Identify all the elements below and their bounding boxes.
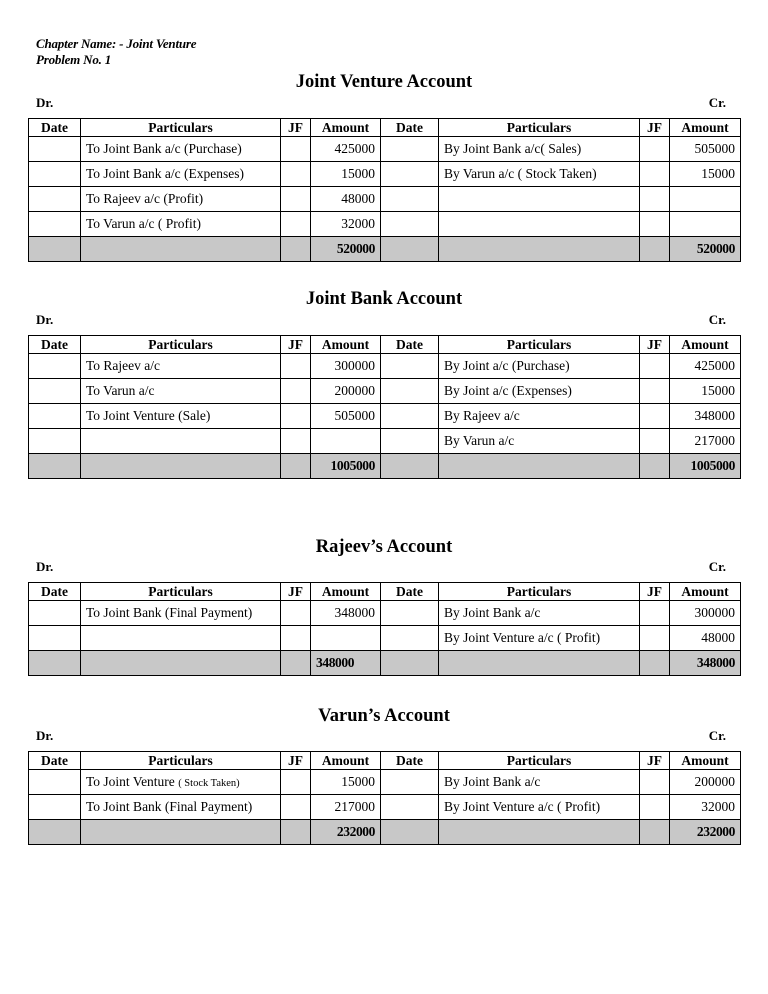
particulars-header: Particulars bbox=[81, 119, 281, 137]
date-header: Date bbox=[381, 752, 439, 770]
dr-amount bbox=[311, 429, 381, 454]
jf-header: JF bbox=[281, 752, 311, 770]
amount-header: Amount bbox=[311, 752, 381, 770]
amount-header: Amount bbox=[670, 583, 741, 601]
table-row bbox=[29, 626, 741, 651]
document-header bbox=[36, 36, 196, 68]
table-row bbox=[29, 770, 741, 795]
date-cell bbox=[381, 137, 439, 162]
cr-particulars bbox=[439, 187, 640, 212]
dr-particulars: To Joint Bank a/c (Expenses) bbox=[81, 162, 281, 187]
date-cell bbox=[381, 404, 439, 429]
amount-header: Amount bbox=[670, 336, 741, 354]
dr-particulars: To Joint Bank (Final Payment) bbox=[81, 601, 281, 626]
table-row bbox=[29, 429, 741, 454]
jf-cell bbox=[640, 379, 670, 404]
total-row bbox=[29, 237, 741, 262]
date-header: Date bbox=[381, 119, 439, 137]
cr-amount: 48000 bbox=[670, 626, 741, 651]
jf-cell bbox=[640, 162, 670, 187]
cr-particulars: By Joint Bank a/c( Sales) bbox=[439, 137, 640, 162]
header-row bbox=[29, 752, 741, 770]
dr-amount: 348000 bbox=[311, 601, 381, 626]
jf-cell bbox=[640, 626, 670, 651]
total-row bbox=[29, 820, 741, 845]
date-cell bbox=[29, 162, 81, 187]
particulars-header: Particulars bbox=[81, 336, 281, 354]
dr-amount: 32000 bbox=[311, 212, 381, 237]
account-title: Varun’s Account bbox=[318, 706, 450, 726]
particulars-header: Particulars bbox=[439, 119, 640, 137]
cr-amount: 300000 bbox=[670, 601, 741, 626]
date-header: Date bbox=[29, 119, 81, 137]
ledger-table bbox=[28, 751, 741, 845]
jf-header: JF bbox=[640, 119, 670, 137]
table-row bbox=[29, 601, 741, 626]
table-row bbox=[29, 379, 741, 404]
jf-header: JF bbox=[281, 336, 311, 354]
date-cell bbox=[381, 601, 439, 626]
particulars-header: Particulars bbox=[81, 583, 281, 601]
date-cell bbox=[29, 626, 81, 651]
jf-cell bbox=[281, 212, 311, 237]
jf-cell bbox=[281, 137, 311, 162]
date-cell bbox=[381, 379, 439, 404]
cr-amount: 348000 bbox=[670, 404, 741, 429]
dr-amount: 217000 bbox=[311, 795, 381, 820]
jf-cell bbox=[640, 429, 670, 454]
jf-cell bbox=[640, 187, 670, 212]
table-row bbox=[29, 212, 741, 237]
dr-amount: 200000 bbox=[311, 379, 381, 404]
jf-cell bbox=[281, 379, 311, 404]
date-cell bbox=[29, 137, 81, 162]
cr-amount: 505000 bbox=[670, 137, 741, 162]
dr-particulars-main: To Joint Venture bbox=[86, 774, 175, 789]
date-cell bbox=[29, 429, 81, 454]
date-cell bbox=[381, 354, 439, 379]
date-cell bbox=[381, 626, 439, 651]
jf-cell bbox=[281, 187, 311, 212]
dr-particulars: To Joint Venture (Sale) bbox=[81, 404, 281, 429]
date-cell bbox=[381, 162, 439, 187]
jf-header: JF bbox=[640, 583, 670, 601]
table-row bbox=[29, 137, 741, 162]
date-cell bbox=[29, 795, 81, 820]
cr-particulars: By Varun a/c ( Stock Taken) bbox=[439, 162, 640, 187]
dr-particulars: To Varun a/c bbox=[81, 379, 281, 404]
date-cell bbox=[29, 379, 81, 404]
cr-particulars: By Joint Venture a/c ( Profit) bbox=[439, 626, 640, 651]
ledger-table bbox=[28, 335, 741, 479]
dr-amount: 425000 bbox=[311, 137, 381, 162]
dr-label: Dr. bbox=[36, 312, 54, 327]
cr-total: 520000 bbox=[670, 237, 741, 262]
cr-particulars: By Joint a/c (Expenses) bbox=[439, 379, 640, 404]
dr-particulars: To Rajeev a/c bbox=[81, 354, 281, 379]
date-header: Date bbox=[29, 336, 81, 354]
jf-cell bbox=[281, 404, 311, 429]
dr-particulars bbox=[81, 429, 281, 454]
cr-amount bbox=[670, 187, 741, 212]
particulars-header: Particulars bbox=[439, 336, 640, 354]
account-title: Rajeev’s Account bbox=[315, 537, 453, 557]
dr-total: 232000 bbox=[311, 820, 381, 845]
date-cell bbox=[29, 212, 81, 237]
cr-amount bbox=[670, 212, 741, 237]
date-cell bbox=[29, 770, 81, 795]
cr-amount: 425000 bbox=[670, 354, 741, 379]
header-row bbox=[29, 119, 741, 137]
jf-cell bbox=[640, 601, 670, 626]
amount-header: Amount bbox=[670, 119, 741, 137]
particulars-header: Particulars bbox=[439, 752, 640, 770]
table-row bbox=[29, 162, 741, 187]
dr-amount: 505000 bbox=[311, 404, 381, 429]
dr-amount: 300000 bbox=[311, 354, 381, 379]
cr-amount: 15000 bbox=[670, 162, 741, 187]
total-row bbox=[29, 454, 741, 479]
jf-header: JF bbox=[640, 752, 670, 770]
dr-particulars: To Joint Bank (Final Payment) bbox=[81, 795, 281, 820]
dr-label: Dr. bbox=[36, 728, 54, 743]
particulars-header: Particulars bbox=[81, 752, 281, 770]
dr-amount bbox=[311, 626, 381, 651]
dr-total: 348000 bbox=[311, 651, 381, 676]
cr-particulars: By Varun a/c bbox=[439, 429, 640, 454]
cr-total: 348000 bbox=[670, 651, 741, 676]
dr-particulars bbox=[81, 770, 281, 795]
jf-cell bbox=[281, 601, 311, 626]
amount-header: Amount bbox=[311, 336, 381, 354]
jf-cell bbox=[281, 770, 311, 795]
jf-cell bbox=[640, 137, 670, 162]
date-header: Date bbox=[29, 752, 81, 770]
cr-particulars: By Joint Bank a/c bbox=[439, 601, 640, 626]
table-row bbox=[29, 187, 741, 212]
cr-label: Cr. bbox=[708, 312, 726, 327]
date-cell bbox=[381, 212, 439, 237]
date-header: Date bbox=[381, 583, 439, 601]
jf-cell bbox=[281, 795, 311, 820]
cr-label: Cr. bbox=[708, 559, 726, 574]
jf-cell bbox=[640, 404, 670, 429]
cr-amount: 32000 bbox=[670, 795, 741, 820]
header-row bbox=[29, 583, 741, 601]
cr-particulars: By Rajeev a/c bbox=[439, 404, 640, 429]
cr-particulars: By Joint Venture a/c ( Profit) bbox=[439, 795, 640, 820]
dr-amount: 48000 bbox=[311, 187, 381, 212]
date-cell bbox=[29, 354, 81, 379]
jf-cell bbox=[640, 795, 670, 820]
amount-header: Amount bbox=[670, 752, 741, 770]
jf-cell bbox=[640, 354, 670, 379]
table-row bbox=[29, 354, 741, 379]
table-row bbox=[29, 404, 741, 429]
chapter-name: Chapter Name: - Joint Venture bbox=[36, 36, 197, 51]
jf-cell bbox=[281, 354, 311, 379]
jf-header: JF bbox=[281, 583, 311, 601]
date-cell bbox=[29, 187, 81, 212]
cr-total: 1005000 bbox=[670, 454, 741, 479]
cr-amount: 15000 bbox=[670, 379, 741, 404]
account-title: Joint Bank Account bbox=[305, 289, 463, 309]
jf-cell bbox=[640, 212, 670, 237]
date-cell bbox=[29, 601, 81, 626]
dr-amount: 15000 bbox=[311, 162, 381, 187]
dr-particulars: To Varun a/c ( Profit) bbox=[81, 212, 281, 237]
dr-label: Dr. bbox=[36, 95, 54, 110]
cr-total: 232000 bbox=[670, 820, 741, 845]
date-cell bbox=[29, 404, 81, 429]
cr-label: Cr. bbox=[708, 728, 726, 743]
cr-particulars: By Joint a/c (Purchase) bbox=[439, 354, 640, 379]
dr-particulars: To Joint Bank a/c (Purchase) bbox=[81, 137, 281, 162]
header-row bbox=[29, 336, 741, 354]
dr-total: 520000 bbox=[311, 237, 381, 262]
date-header: Date bbox=[29, 583, 81, 601]
table-row bbox=[29, 795, 741, 820]
dr-particulars: To Rajeev a/c (Profit) bbox=[81, 187, 281, 212]
dr-particulars-note: ( Stock Taken) bbox=[178, 778, 240, 789]
total-row bbox=[29, 651, 741, 676]
particulars-header: Particulars bbox=[439, 583, 640, 601]
jf-header: JF bbox=[281, 119, 311, 137]
dr-total: 1005000 bbox=[311, 454, 381, 479]
date-header: Date bbox=[381, 336, 439, 354]
account-title: Joint Venture Account bbox=[295, 72, 473, 92]
dr-particulars bbox=[81, 626, 281, 651]
date-cell bbox=[381, 795, 439, 820]
jf-header: JF bbox=[640, 336, 670, 354]
date-cell bbox=[381, 770, 439, 795]
cr-particulars: By Joint Bank a/c bbox=[439, 770, 640, 795]
cr-label: Cr. bbox=[708, 95, 726, 110]
amount-header: Amount bbox=[311, 583, 381, 601]
dr-label: Dr. bbox=[36, 559, 54, 574]
dr-amount: 15000 bbox=[311, 770, 381, 795]
cr-particulars bbox=[439, 212, 640, 237]
jf-cell bbox=[281, 429, 311, 454]
ledger-table bbox=[28, 582, 741, 676]
jf-cell bbox=[281, 162, 311, 187]
jf-cell bbox=[281, 626, 311, 651]
date-cell bbox=[381, 429, 439, 454]
cr-amount: 200000 bbox=[670, 770, 741, 795]
ledger-table bbox=[28, 118, 741, 262]
jf-cell bbox=[640, 770, 670, 795]
cr-amount: 217000 bbox=[670, 429, 741, 454]
problem-number: Problem No. 1 bbox=[36, 52, 112, 67]
date-cell bbox=[381, 187, 439, 212]
amount-header: Amount bbox=[311, 119, 381, 137]
